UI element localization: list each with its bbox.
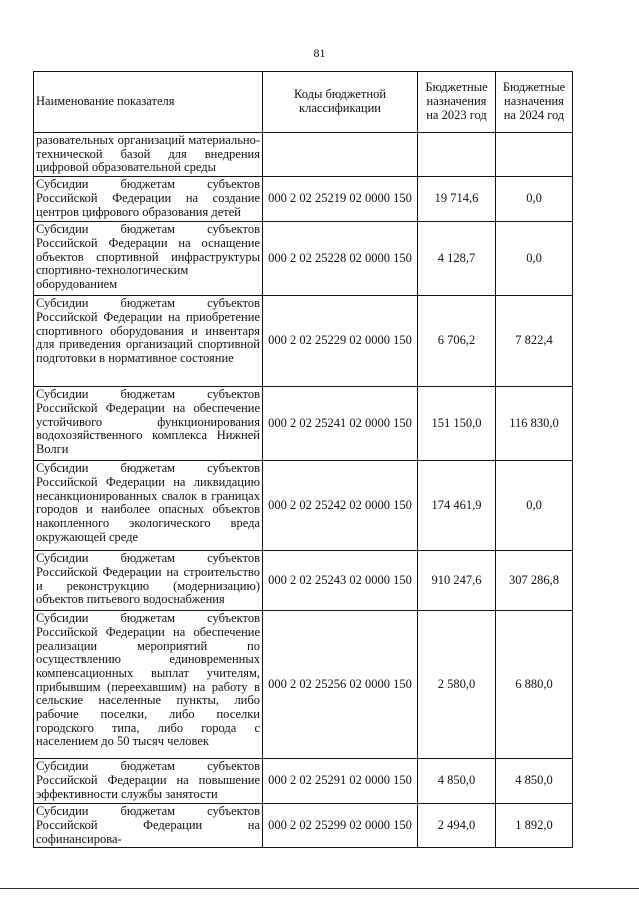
header-2023: Бюджетные назначения на 2023 год (418, 72, 496, 133)
table-row (34, 177, 573, 222)
row-code: 000 2 02 25219 02 0000 150 (263, 177, 418, 222)
row-name: Субсидии бюджетам субъектов Российской Федерации на создание центров цифрового образования детей (34, 177, 263, 222)
page-edge-line (0, 888, 639, 889)
row-name: разовательных организаций материально-технической базой для внедрения цифровой образовательной среды (34, 133, 263, 177)
table-header-row (34, 72, 573, 133)
row-name: Субсидии бюджетам субъектов Российской Федерации на обеспечение реализации мероприятий по осуществлению единовременных компенсационных выплат учителям, прибывшим (переехавшим) на работу в сельские населенные пункты, либо рабочие поселки, либо поселки городского типа, либо города с населением до 50 тысяч человек (34, 611, 263, 759)
row-name: Субсидии бюджетам субъектов Российской Федерации на оснащение объектов спортивной инфраструктуры спортивно-технологическим оборудованием (34, 222, 263, 296)
table-row (34, 759, 573, 804)
row-code: 000 2 02 25291 02 0000 150 (263, 759, 418, 804)
row-name: Субсидии бюджетам субъектов Российской Федерации на строительство и реконструкцию (модернизацию) объектов питьевого водоснабжения (34, 551, 263, 611)
header-name: Наименование показателя (34, 72, 263, 133)
row-name: Субсидии бюджетам субъектов Российской Федерации на приобретение спортивного оборудования и инвентаря для приведения организаций спортивной подготовки в нормативное состояние (34, 296, 263, 387)
row-value-2023: 151 150,0 (418, 387, 496, 461)
row-value-2024 (496, 133, 573, 177)
row-code: 000 2 02 25229 02 0000 150 (263, 296, 418, 387)
row-value-2023: 19 714,6 (418, 177, 496, 222)
row-name: Субсидии бюджетам субъектов Российской Федерации на софинансирова- (34, 804, 263, 848)
table-row (34, 804, 573, 848)
row-value-2024: 0,0 (496, 222, 573, 296)
row-value-2024: 1 892,0 (496, 804, 573, 848)
row-code: 000 2 02 25299 02 0000 150 (263, 804, 418, 848)
table-row (34, 296, 573, 387)
row-code: 000 2 02 25256 02 0000 150 (263, 611, 418, 759)
row-value-2024: 116 830,0 (496, 387, 573, 461)
header-2024: Бюджетные назначения на 2024 год (496, 72, 573, 133)
row-value-2023: 6 706,2 (418, 296, 496, 387)
row-name: Субсидии бюджетам субъектов Российской Федерации на обеспечение устойчивого функционирования водохозяйственного комплекса Нижней Волги (34, 387, 263, 461)
row-value-2024: 307 286,8 (496, 551, 573, 611)
row-code: 000 2 02 25241 02 0000 150 (263, 387, 418, 461)
row-value-2023: 174 461,9 (418, 461, 496, 551)
row-code (263, 133, 418, 177)
row-code: 000 2 02 25243 02 0000 150 (263, 551, 418, 611)
row-value-2023: 2 494,0 (418, 804, 496, 848)
page-number: 81 (313, 46, 326, 60)
row-value-2024: 0,0 (496, 177, 573, 222)
row-value-2024: 4 850,0 (496, 759, 573, 804)
row-value-2023: 4 128,7 (418, 222, 496, 296)
table-row (34, 222, 573, 296)
table-row (34, 133, 573, 177)
table-row (34, 461, 573, 551)
row-code: 000 2 02 25242 02 0000 150 (263, 461, 418, 551)
row-value-2024: 7 822,4 (496, 296, 573, 387)
row-value-2023 (418, 133, 496, 177)
table-row (34, 551, 573, 611)
row-value-2024: 0,0 (496, 461, 573, 551)
row-code: 000 2 02 25228 02 0000 150 (263, 222, 418, 296)
row-value-2024: 6 880,0 (496, 611, 573, 759)
row-value-2023: 2 580,0 (418, 611, 496, 759)
row-value-2023: 910 247,6 (418, 551, 496, 611)
row-value-2023: 4 850,0 (418, 759, 496, 804)
row-name: Субсидии бюджетам субъектов Российской Федерации на повышение эффективности службы занятости (34, 759, 263, 804)
table-row (34, 611, 573, 759)
row-name: Субсидии бюджетам субъектов Российской Федерации на ликвидацию несанкционированных свалок в границах городов и наиболее опасных объектов накопленного экологического вреда окружающей среде (34, 461, 263, 551)
table-row (34, 387, 573, 461)
header-code: Коды бюджетной классификации (263, 72, 418, 133)
budget-table (33, 71, 573, 848)
